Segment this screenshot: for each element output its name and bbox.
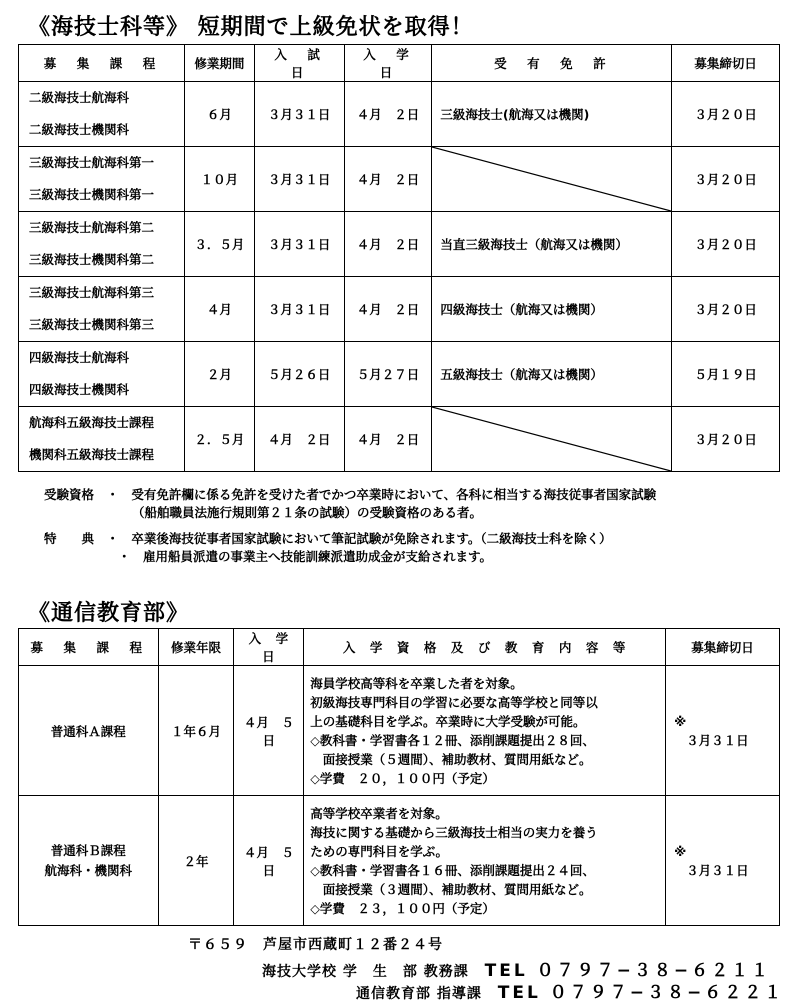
table-row: [19, 277, 780, 342]
table-row: [19, 82, 780, 147]
license-empty-diagonal: [432, 407, 672, 472]
content: 高等学校卒業者を対象。 海技に関する基礎から三級海技士相当の実力を養う ための専門科目を学ぶ。 ◇教科書・学習書各１６冊、添削課題提出２４回、 面接授業（３週間）、補助教材、質問用紙など。 ◇学費 ２３，１００円（予定）: [304, 796, 666, 926]
period: ６月: [184, 82, 254, 147]
license: 四級海技士（航海又は機関）: [432, 277, 672, 342]
entry-date: ４月 ５日: [234, 666, 304, 796]
period: ４月: [184, 277, 254, 342]
deadline: ３月２０日: [672, 277, 780, 342]
note-mark: ※: [674, 843, 687, 859]
deadline: ３月２０日: [672, 212, 780, 277]
content: 海員学校高等科を卒業した者を対象。 初級海技専門科目の学習に必要な高等学校と同等以 上の基礎科目を学ぶ。卒業時に大学受験が可能。 ◇教科書・学習書各１２冊、添削課題提出２８回、 面接授業（５週間）、補助教材、質問用紙など。 ◇学費 ２０，１００円（予定）: [304, 666, 666, 796]
years: ２年: [158, 796, 234, 926]
deadline: ５月１９日: [672, 342, 780, 407]
perk-note: [44, 530, 612, 548]
table-row: [19, 342, 780, 407]
qualification-text-2: （船舶職員法施行規則第２１条の試験）の受験資格のある者。: [132, 505, 483, 520]
course-name: 三級海技士航海科第一 三級海技士機関科第一: [19, 147, 185, 212]
entry-date: ４月 ５日: [234, 796, 304, 926]
course-name: 二級海技士航海科 二級海技士機関科: [19, 82, 185, 147]
license: 五級海技士（航海又は機関）: [432, 342, 672, 407]
deadline: ３月３１日: [686, 862, 749, 878]
section1-title: 《海技士科等》 短期間で上級免状を取得！: [28, 15, 474, 40]
entry-date: ５月２７日: [344, 342, 432, 407]
exam-date: ３月３１日: [254, 277, 344, 342]
course-name: 四級海技士航海科 四級海技士機関科: [19, 342, 185, 407]
header-exam-date: 入 試 日: [254, 45, 344, 82]
courses-table: [18, 44, 780, 472]
course-name: 普通科Ｂ課程 航海科・機関科: [19, 796, 159, 926]
table-row: [19, 407, 780, 472]
qualification-note: [44, 486, 656, 504]
qualification-label: 受験資格: [44, 487, 95, 502]
deadline: ３月２０日: [672, 147, 780, 212]
table-row: [19, 666, 780, 796]
entry-date: ４月 ２日: [344, 82, 432, 147]
correspondence-table: [18, 628, 780, 926]
deadline: ３月３１日: [686, 732, 749, 748]
qualification-text-1: ・ 受有免許欄に係る免許を受けた者でかつ卒業時において、各科に相当する海技従事者国家試験: [106, 487, 657, 502]
exam-date: ３月３１日: [254, 147, 344, 212]
perk-text-2: ・ 雇用船員派遣の事業主へ技能訓練派遣助成金が支給されます。: [118, 549, 493, 564]
contact-org-1: 海技大学校 学 生 部 教務課: [262, 964, 469, 980]
perk-label: 特 典: [44, 531, 95, 546]
perk-text-1: ・ 卒業後海技従事者国家試験において筆記試験が免除されます。（二級海技士科を除く）: [106, 531, 612, 546]
header-content: 入 学 資 格 及 び 教 育 内 容 等: [304, 629, 666, 666]
period: ２．５月: [184, 407, 254, 472]
deadline-cell: [666, 666, 780, 796]
header-deadline: 募集締切日: [672, 45, 780, 82]
course-name: 三級海技士航海科第三 三級海技士機関科第三: [19, 277, 185, 342]
contact-line-2: [356, 978, 784, 1003]
entry-date: ４月 ２日: [344, 212, 432, 277]
course-name: 航海科五級海技士課程 機関科五級海技士課程: [19, 407, 185, 472]
entry-date: ４月 ２日: [344, 407, 432, 472]
table-row: [19, 147, 780, 212]
header-course: 募 集 課 程: [19, 45, 185, 82]
license-empty-diagonal: [432, 147, 672, 212]
exam-date: ３月３１日: [254, 212, 344, 277]
table-header-row: [19, 45, 780, 82]
header-entry-date: 入 学 日: [344, 45, 432, 82]
course-name: 三級海技士航海科第二 三級海技士機関科第二: [19, 212, 185, 277]
address: 〒６５９ 芦屋市西蔵町１２番２４号: [188, 937, 443, 953]
period: １０月: [184, 147, 254, 212]
table-header-row: [19, 629, 780, 666]
deadline: ３月２０日: [672, 82, 780, 147]
header-period: 修業期間: [184, 45, 254, 82]
header-deadline: 募集締切日: [666, 629, 780, 666]
header-course: 募 集 課 程: [19, 629, 159, 666]
table-row: [19, 796, 780, 926]
note-mark: ※: [674, 713, 687, 729]
deadline: ３月２０日: [672, 407, 780, 472]
license: 当直三級海技士（航海又は機関）: [432, 212, 672, 277]
course-name: 普通科Ａ課程: [19, 666, 159, 796]
table-row: [19, 212, 780, 277]
entry-date: ４月 ２日: [344, 147, 432, 212]
contact-org-2: 通信教育部 指導課: [356, 986, 482, 1002]
contact-tel-1: TEL ０７９７−３８−６２１１: [484, 961, 772, 981]
contact-tel-2: TEL ０７９７−３８−６２２１: [497, 983, 785, 1003]
years: １年６月: [158, 666, 234, 796]
header-years: 修業年限: [158, 629, 234, 666]
header-license: 受 有 免 許: [432, 45, 672, 82]
entry-date: ４月 ２日: [344, 277, 432, 342]
exam-date: ５月２６日: [254, 342, 344, 407]
period: ３．５月: [184, 212, 254, 277]
header-entry-date: 入 学 日: [234, 629, 304, 666]
exam-date: ３月３１日: [254, 82, 344, 147]
deadline-cell: [666, 796, 780, 926]
period: ２月: [184, 342, 254, 407]
exam-date: ４月 ２日: [254, 407, 344, 472]
license: 三級海技士(航海又は機関): [432, 82, 672, 147]
section2-title: 《通信教育部》: [28, 601, 190, 626]
